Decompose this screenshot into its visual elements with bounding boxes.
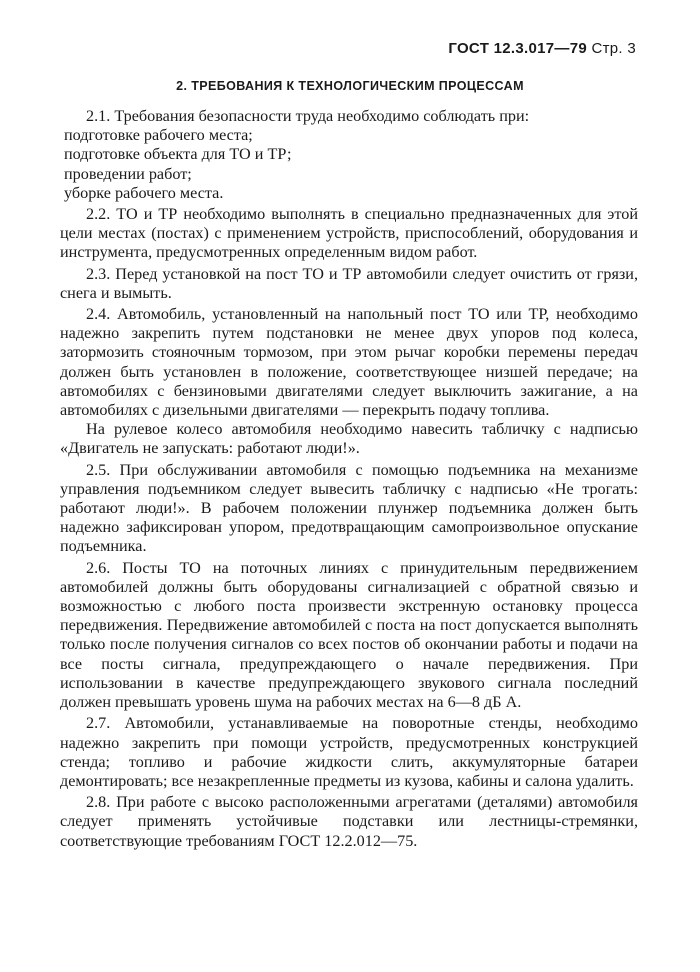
standard-number: ГОСТ 12.3.017—79: [448, 40, 587, 57]
paragraph-2-2: 2.2. ТО и ТР необходимо выполнять в специально предназначенных для этой цели местах (постах) с применением устройств, приспособлений, оборудования и инструмента, предусмотренных определенным видом работ.: [60, 205, 638, 262]
list-item: уборке рабочего места.: [64, 183, 224, 202]
paragraph-2-5: 2.5. При обслуживании автомобиля с помощью подъемника на механизме управления подъемником следует вывесить табличку с надписью «Не трогать: работают люди!». В рабочем положении плунжер подъемника должен быть надежно зафиксирован упором, предотвращающим самопроизвольное опускание подъемника.: [60, 460, 638, 556]
paragraph-2-1: 2.1. Требования безопасности труда необходимо соблюдать при:: [86, 107, 530, 125]
paragraph-2-4: 2.4. Автомобиль, установленный на напольный пост ТО или ТР, необходимо надежно закрепить путем подстановки не менее двух упоров под колеса, затормозить стояночным тормозом, при этом рычаг коробки перемены передач должен быть установлен в положение, соответствующее низшей передаче; на автомобилях с бензиновыми двигателями следует выключить зажигание, а на автомобилях с дизельными двигателями — перекрыть подачу топлива.: [60, 305, 638, 420]
paragraph-2-6: 2.6. Посты ТО на поточных линиях с принудительным передвижением автомобилей должны быть оборудованы сигнализацией с обратной связью и возможностью с любого поста произвести экстренную остановку процесса передвижения. Передвижение автомобилей с поста на пост допускается выполнять только после получения сигналов со всех постов об окончании работы и подачи на все посты сигнала, предупреждающего о начале передвижения. При использовании в качестве предупреждающего звукового сигнала последний должен превышать уровень шума на рабочих местах на 6—8 дБ А.: [60, 558, 638, 712]
list-item: проведении работ;: [64, 164, 192, 183]
section-body: [60, 107, 638, 851]
list-item: подготовке объекта для ТО и ТР;: [64, 145, 292, 164]
paragraph-2-3: 2.3. Перед установкой на пост ТО и ТР автомобили следует очистить от грязи, снега и вымыть.: [60, 264, 638, 302]
paragraph-2-8: 2.8. При работе с высоко расположенными агрегатами (деталями) автомобиля следует применять устойчивые подставки или лестницы-стремянки, соответствующие требованиям ГОСТ 12.2.012—75.: [60, 793, 638, 850]
section-title: 2. ТРЕБОВАНИЯ К ТЕХНОЛОГИЧЕСКИМ ПРОЦЕССАМ: [176, 79, 524, 93]
page-header: [448, 40, 636, 57]
paragraph-2-7: 2.7. Автомобили, устанавливаемые на поворотные стенды, необходимо надежно закрепить при помощи устройств, предусмотренных конструкцией стенда; топливо и рабочие жидкости слить, аккумуляторные батареи демонтировать; все незакрепленные предметы из кузова, кабины и салона удалить.: [60, 714, 638, 790]
list-item: подготовке рабочего места;: [64, 126, 253, 145]
paragraph-2-4-sign: На рулевое колесо автомобиля необходимо навесить табличку с надписью «Двигатель не запускать: работают люди!».: [60, 420, 638, 458]
page-number: Стр. 3: [591, 40, 636, 57]
